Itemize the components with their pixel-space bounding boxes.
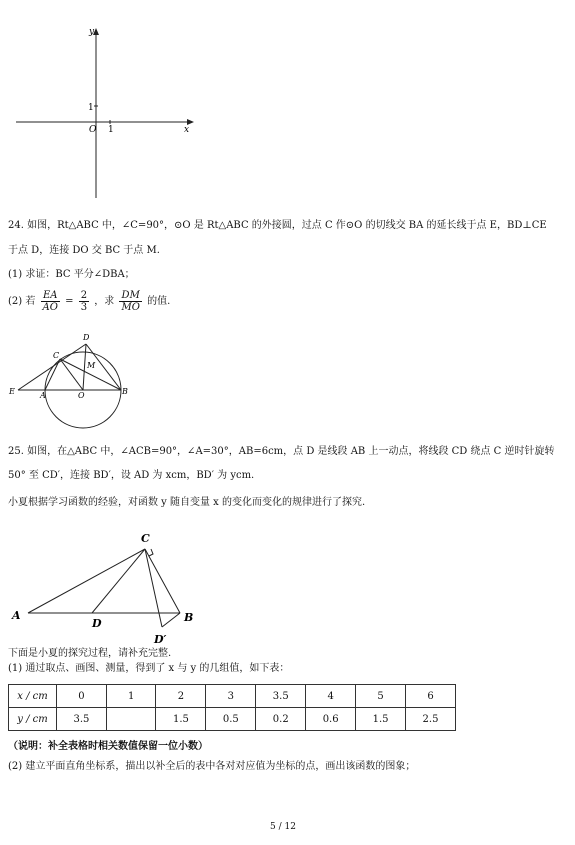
q25-line3: 小夏根据学习函数的经验，对函数 y 随自变量 x 的变化而变化的规律进行了探究. [8,497,366,508]
q24-part2-prefix: (2) 若 [8,296,36,307]
q24-part1: (1) 求证：BC 平分∠DBA； [8,269,135,280]
table-cell: 1.5 [156,708,206,731]
frac-2: 2 [80,290,88,301]
fig25-label-dprime: D′ [154,633,167,646]
table-cell: 0.5 [206,708,256,731]
q24-figure [4,330,144,430]
fig25-label-a: A [12,609,21,622]
values-table [8,684,456,731]
table-x-header: x / cm [9,685,57,708]
y-tick-label: 1 [88,103,94,113]
fig25-label-b: B [184,611,194,624]
table-cell: 0.6 [306,708,356,731]
q25-step1: (1) 通过取点、画图、测量，得到了 x 与 y 的几组值，如下表： [8,663,290,674]
q25-figure [6,525,206,650]
fig24-label-e: E [9,387,15,396]
fig24-label-c: C [53,351,60,360]
coordinate-axes [10,24,200,204]
q25-note: （说明：补全表格时相关数值保留一位小数） [8,741,208,752]
frac-ea: EA [41,290,60,302]
q24-part2-suffix: 的值. [147,296,171,307]
frac-ao: AO [42,302,58,313]
table-cell: 2 [156,685,206,708]
table-row-y [9,708,456,731]
x-axis-label: x [184,125,190,135]
fraction-ea-ao [41,290,60,313]
fig24-label-o: O [78,391,85,400]
q25-step2: (2) 建立平面直角坐标系，描出以补全后的表中各对对应值为坐标的点，画出该函数的图象； [8,761,416,772]
x-tick-label: 1 [108,125,114,135]
table-cell: 1.5 [356,708,406,731]
frac-3: 3 [80,302,88,313]
fig25-label-c: C [141,532,150,545]
fig24-label-a: A [40,391,46,400]
table-cell: 1 [106,685,156,708]
q24-line2: 于点 D，连接 DO 交 BC 于点 M. [8,245,160,256]
table-cell: 0.2 [256,708,306,731]
q25-intro: 下面是小夏的探究过程，请补充完整. [8,648,172,659]
q24-line1: 24. 如图，Rt△ABC 中，∠C=90°，⊙O 是 Rt△ABC 的外接圆，过点 C 作⊙O 的切线交 BA 的延长线于点 E，BD⊥CE [8,220,547,231]
table-cell: 5 [356,685,406,708]
table-cell: 4 [306,685,356,708]
table-cell: 2.5 [406,708,456,731]
table-y-header: y / cm [9,708,57,731]
q25-line2: 50° 至 CD′，连接 BD′，设 AD 为 xcm，BD′ 为 ycm. [8,470,255,481]
fig24-label-d: D [83,333,90,342]
table-cell: 3.5 [56,708,106,731]
table-cell: 3.5 [256,685,306,708]
origin-label: O [89,125,97,135]
frac-mo: MO [121,302,140,313]
equals-sign: = [65,296,74,307]
fraction-2-3 [79,290,89,313]
table-cell: 0 [56,685,106,708]
table-cell-blank[interactable] [106,708,156,731]
y-axis-label: y [89,27,95,37]
frac-dm: DM [119,290,141,302]
table-row-x [9,685,456,708]
q24-part2 [8,290,170,313]
fig24-label-m: M [87,361,96,370]
q24-part2-mid: ，求 [94,296,115,307]
q25-line1: 25. 如图，在△ABC 中，∠ACB=90°，∠A=30°，AB=6cm，点 D 是线段 AB 上一动点，将线段 CD 绕点 C 逆时针旋转 [8,446,555,457]
fig25-label-d: D [92,617,102,630]
table-cell: 3 [206,685,256,708]
page-number: 5 / 12 [270,822,296,832]
table-cell: 6 [406,685,456,708]
fraction-dm-mo [119,290,141,313]
fig24-label-b: B [122,387,128,396]
